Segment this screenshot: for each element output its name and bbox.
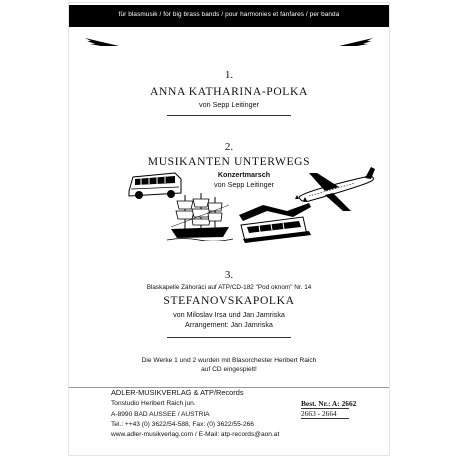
work-3-arrangement: Arrangement: Jan Jamriska [185, 320, 273, 329]
ship-illustration [167, 191, 233, 241]
order-range: 2663 - 2664 [301, 409, 337, 418]
work-3-number: 3. [224, 269, 234, 281]
work-1-number: 1. [224, 69, 234, 81]
publisher-phone: Tel.: ++43 (0) 3622/54-588, Fax: (0) 3622/55-266 [111, 421, 254, 428]
publisher-web: www.adler-musikverlag.com / E-Mail: atp-records@aon.at [111, 431, 280, 438]
header-banner [69, 5, 389, 27]
divider-1 [167, 115, 291, 116]
publisher-name: ADLER-MUSIKVERLAG & ATP/Records [111, 388, 244, 397]
work-2-title: MUSIKANTEN UNTERWEGS [147, 155, 311, 168]
work-1-composer: von Sepp Leitinger [199, 100, 259, 109]
eagle-wing-left-icon [83, 36, 119, 48]
work-3-recording-note: Blaskapelle Záhoráci auf ATP/CD-182 "Pod oknom" Nr. 14 [146, 284, 312, 291]
sheet-music-cover [68, 2, 390, 456]
work-2-composer: von Sepp Leitinger [214, 180, 274, 189]
languages-line: für blasmusik / for big brass bands / pour harmonies et fanfares / per banda [118, 11, 340, 18]
recording-note-line2: auf CD eingespielt! [201, 366, 257, 373]
train-illustration [233, 195, 315, 243]
order-underline-2 [301, 418, 349, 419]
work-2-subtitle: Konzertmarsch [217, 170, 271, 179]
publisher-address: A-8990 BAD AUSSEE / AUSTRIA [111, 411, 210, 418]
divider-2 [167, 337, 291, 338]
work-1-title: ANNA KATHARINA-POLKA [150, 85, 308, 98]
work-3-title: STEFANOVSKAPOLKA [163, 294, 295, 307]
order-number: Best. Nr.: A: 2662 [301, 399, 357, 408]
publisher-studio: Tonstudio Heribert Raich jun. [111, 400, 196, 407]
eagle-wing-right-icon [339, 36, 375, 48]
work-3-composer: von Miloslav Irsa und Jan Jamriska [173, 310, 285, 319]
recording-note-line1: Die Werke 1 und 2 wurden mit Blasorchester Heribert Raich [141, 357, 317, 364]
work-2-number: 2. [224, 141, 234, 153]
